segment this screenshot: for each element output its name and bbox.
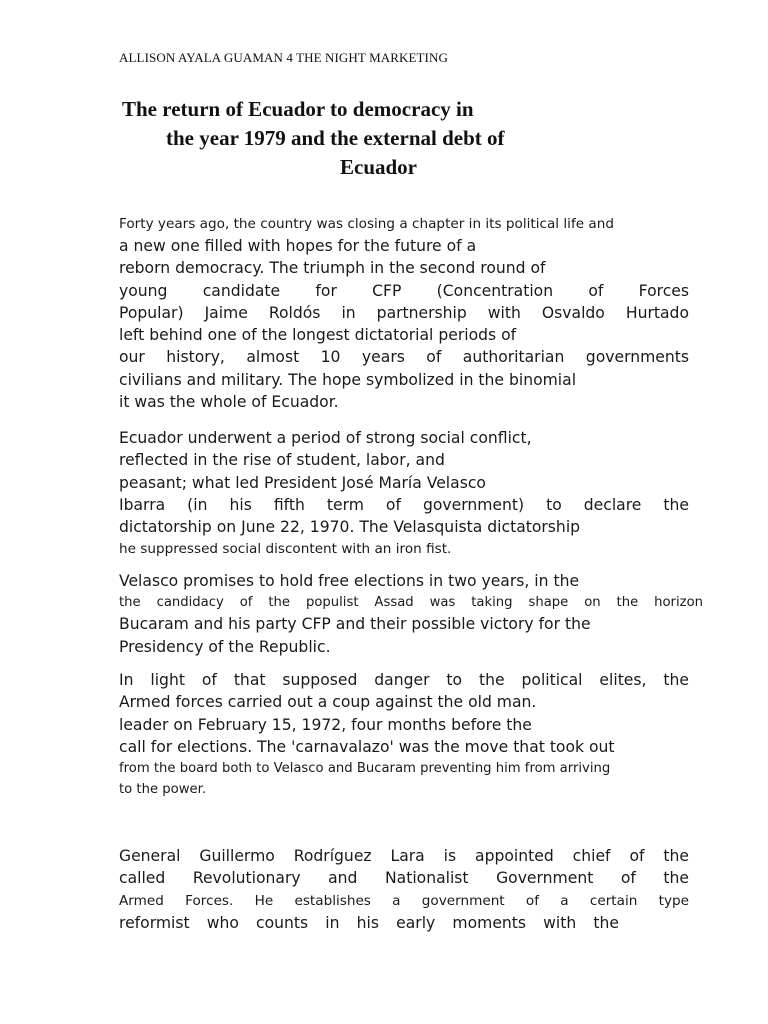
paragraph-4 — [119, 669, 689, 800]
author-header: ALLISON AYALA GUAMAN 4 THE NIGHT MARKETING — [119, 50, 448, 65]
text-line: dictatorship on June 22, 1970. The Velasquista dictatorship — [119, 518, 581, 537]
text-line: a new one filled with hopes for the future of a — [119, 237, 477, 255]
text-line: civilians and military. The hope symbolized in the binomial — [119, 370, 577, 389]
title-line: Ecuador — [340, 155, 418, 179]
text-line: Bucaram and his party CFP and their possible victory for the — [119, 615, 591, 634]
document-title — [100, 95, 560, 182]
text-line: Popular) Jaime Roldós in partnership with Osvaldo Hurtado — [119, 303, 689, 322]
text-line: Presidency of the Republic. — [119, 637, 331, 656]
text-line: peasant; what led President José María Velasco — [119, 473, 486, 492]
text-line: Velasco promises to hold free elections in two years, in the — [119, 572, 580, 590]
text-line: the candidacy of the populist Assad was taking shape on the horizon — [119, 595, 703, 611]
text-line: Ibarra (in his fifth term of government) to declare the — [119, 495, 689, 514]
text-line: call for elections. The 'carnavalazo' was the move that took out — [119, 737, 615, 756]
text-line: General Guillermo Rodríguez Lara is appointed chief of the — [119, 847, 689, 865]
text-line: to the power. — [119, 782, 207, 798]
paragraph-1 — [119, 213, 689, 413]
text-line: In light of that supposed danger to the political elites, the — [119, 671, 689, 689]
text-line: called Revolutionary and Nationalist Government of the — [119, 869, 689, 888]
text-line: Forty years ago, the country was closing a chapter in its political life and — [119, 216, 614, 232]
text-line: reborn democracy. The triumph in the second round of — [119, 259, 546, 278]
text-line: he suppressed social discontent with an iron fist. — [119, 541, 452, 558]
text-line: from the board both to Velasco and Bucaram preventing him from arriving — [119, 761, 611, 777]
text-line: our history, almost 10 years of authoritarian governments — [119, 348, 689, 367]
paragraph-5 — [119, 845, 689, 934]
text-line: left behind one of the longest dictatorial periods of — [119, 326, 517, 345]
text-line: Ecuador underwent a period of strong social conflict, — [119, 429, 532, 447]
text-line: young candidate for CFP (Concentration of Forces — [119, 281, 689, 300]
title-line: The return of Ecuador to democracy in — [122, 97, 474, 121]
title-line: the year 1979 and the external debt of — [166, 126, 505, 150]
text-line: Armed forces carried out a coup against the old man. — [119, 693, 537, 712]
text-line: reformist who counts in his early moments with the — [119, 913, 619, 932]
text-line: reflected in the rise of student, labor, and — [119, 451, 445, 470]
text-line: it was the whole of Ecuador. — [119, 393, 339, 412]
paragraph-2 — [119, 427, 689, 560]
text-line: leader on February 15, 1972, four months before the — [119, 715, 532, 734]
text-line: Armed Forces. He establishes a government of a certain type — [119, 892, 689, 909]
paragraph-3 — [119, 570, 703, 658]
